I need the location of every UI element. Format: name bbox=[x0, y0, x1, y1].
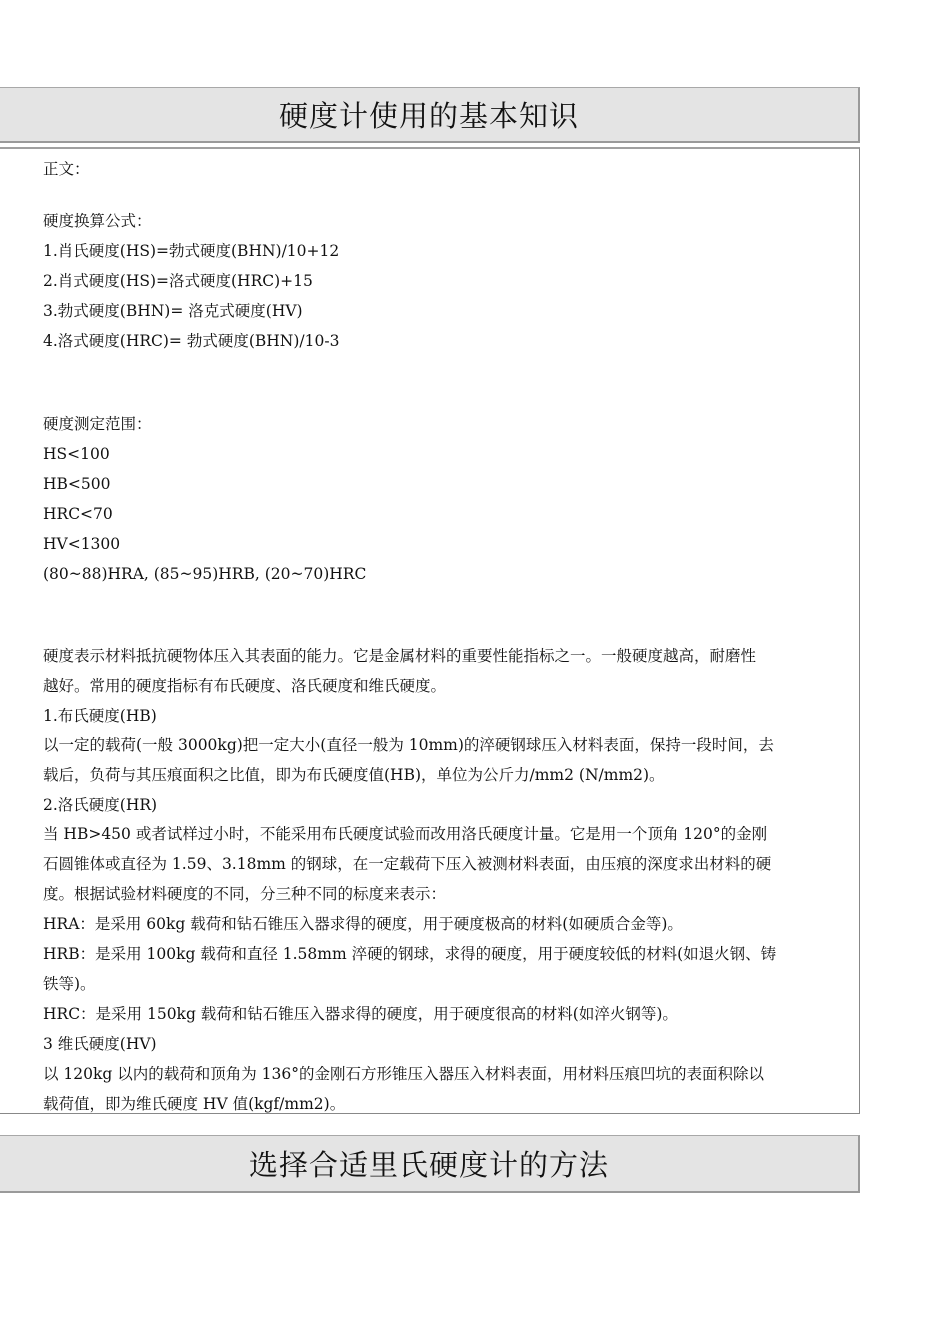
text-line: 铁等)。 bbox=[43, 975, 96, 993]
text-line: 4.洛式硬度(HRC)= 勃式硬度(BHN)/10-3 bbox=[43, 332, 340, 350]
text-line: (80~88)HRA, (85~95)HRB, (20~70)HRC bbox=[43, 565, 367, 583]
text-line: 度。根据试验材料硬度的不同，分三种不同的标度来表示： bbox=[43, 885, 447, 903]
text-line: HV<1300 bbox=[43, 535, 121, 553]
text-line: HRB：是采用 100kg 载荷和直径 1.58mm 淬硬的钢球，求得的硬度，用于硬度较低的材料(如退火钢、铸 bbox=[43, 945, 777, 963]
text-line: 载后，负荷与其压痕面积之比值，即为布氏硬度值(HB)，单位为公斤力/mm2 (N/mm2)。 bbox=[43, 766, 665, 784]
text-line: 硬度表示材料抵抗硬物体压入其表面的能力。它是金属材料的重要性能指标之一。一般硬度越高，耐磨性 bbox=[43, 647, 757, 665]
text-line: 硬度换算公式： bbox=[43, 212, 152, 230]
text-line: 石圆锥体或直径为 1.59、3.18mm 的钢球，在一定载荷下压入被测材料表面，由压痕的深度求出材料的硬 bbox=[43, 855, 772, 873]
text-line: 以 120kg 以内的载荷和顶角为 136°的金刚石方形锥压入器压入材料表面，用材料压痕凹坑的表面积除以 bbox=[43, 1065, 765, 1083]
text-line: 正文： bbox=[43, 160, 90, 178]
content-box bbox=[0, 147, 860, 1114]
text-line: 1.肖氏硬度(HS)=勃式硬度(BHN)/10+12 bbox=[43, 242, 340, 260]
text-line: 2.洛氏硬度(HR) bbox=[43, 796, 158, 814]
text-line: 载荷值，即为维氏硬度 HV 值(kgf/mm2)。 bbox=[43, 1095, 346, 1113]
text-line: 3 维氏硬度(HV) bbox=[43, 1035, 157, 1053]
text-line: HRC<70 bbox=[43, 505, 113, 523]
text-line: HRA：是采用 60kg 载荷和钻石锥压入器求得的硬度，用于硬度极高的材料(如硬质合金等)。 bbox=[43, 915, 683, 933]
text-line: 硬度测定范围： bbox=[43, 415, 152, 433]
text-line: HS<100 bbox=[43, 445, 110, 463]
section-title-hardness-basics: 硬度计使用的基本知识 bbox=[0, 87, 860, 143]
text-line: 2.肖式硬度(HS)=洛式硬度(HRC)+15 bbox=[43, 272, 313, 290]
section-title-leeb-selection: 选择合适里氏硬度计的方法 bbox=[0, 1135, 860, 1193]
text-line: HB<500 bbox=[43, 475, 111, 493]
text-line: 3.勃式硬度(BHN)= 洛克式硬度(HV) bbox=[43, 302, 303, 320]
text-line: 当 HB>450 或者试样过小时，不能采用布氏硬度试验而改用洛氏硬度计量。它是用一个顶角 120°的金刚 bbox=[43, 825, 768, 843]
text-line: HRC：是采用 150kg 载荷和钻石锥压入器求得的硬度，用于硬度很高的材料(如淬火钢等)。 bbox=[43, 1005, 678, 1023]
text-line: 1.布氏硬度(HB) bbox=[43, 707, 157, 725]
text-line: 以一定的载荷(一般 3000kg)把一定大小(直径一般为 10mm)的淬硬钢球压入材料表面，保持一段时间，去 bbox=[43, 736, 774, 754]
text-line: 越好。常用的硬度指标有布氏硬度、洛氏硬度和维氏硬度。 bbox=[43, 677, 447, 695]
